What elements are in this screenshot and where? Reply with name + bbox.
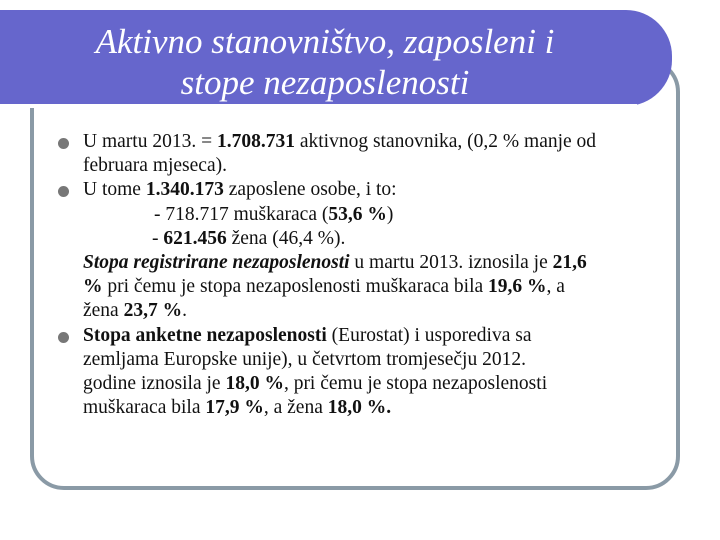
bullet-icon — [58, 138, 69, 149]
bullet-icon — [58, 186, 69, 197]
title-line-1: Aktivno stanovništvo, zaposleni i — [95, 22, 555, 61]
slide-title — [0, 21, 650, 103]
registered-unemployment-rate: Stopa registrirane nezaposlenosti u martu 2013. iznosila je 21,6 — [83, 251, 587, 273]
employed-men: - 718.717 muškaraca (53,6 %) — [154, 203, 394, 225]
title-underline — [0, 104, 637, 108]
employed-women: - 621.456 žena (46,4 %). — [152, 227, 346, 249]
bullet-survey-unemployment-rates: godine iznosila je 18,0 %, pri čemu je stopa nezaposlenosti — [83, 372, 548, 394]
bullet-survey-unemployment-cont: zemljama Europske unije), u četvrtom tromjesečju 2012. — [83, 348, 526, 370]
registered-unemployment-rate-end: žena 23,7 %. — [83, 300, 187, 322]
title-banner — [0, 10, 672, 106]
bullet-active-population-cont: februara mjeseca). — [83, 155, 227, 177]
bullet-icon — [58, 332, 69, 343]
bullet-survey-unemployment-end: muškaraca bila 17,9 %, a žena 18,0 %. — [83, 397, 392, 419]
bullet-employed: U tome 1.340.173 zaposlene osobe, i to: — [58, 178, 683, 202]
registered-unemployment-rate-cont: % pri čemu je stopa nezaposlenosti muškaraca bila 19,6 %, a — [83, 276, 565, 298]
bullet-survey-unemployment: Stopa anketne nezaposlenosti (Eurostat) i usporediva sa — [58, 324, 683, 348]
title-line-2: stope nezaposlenosti — [180, 63, 470, 102]
bullet-active-population: U martu 2013. = 1.708.731 aktivnog stanovnika, (0,2 % manje od — [58, 130, 683, 154]
slide-body — [58, 130, 683, 420]
